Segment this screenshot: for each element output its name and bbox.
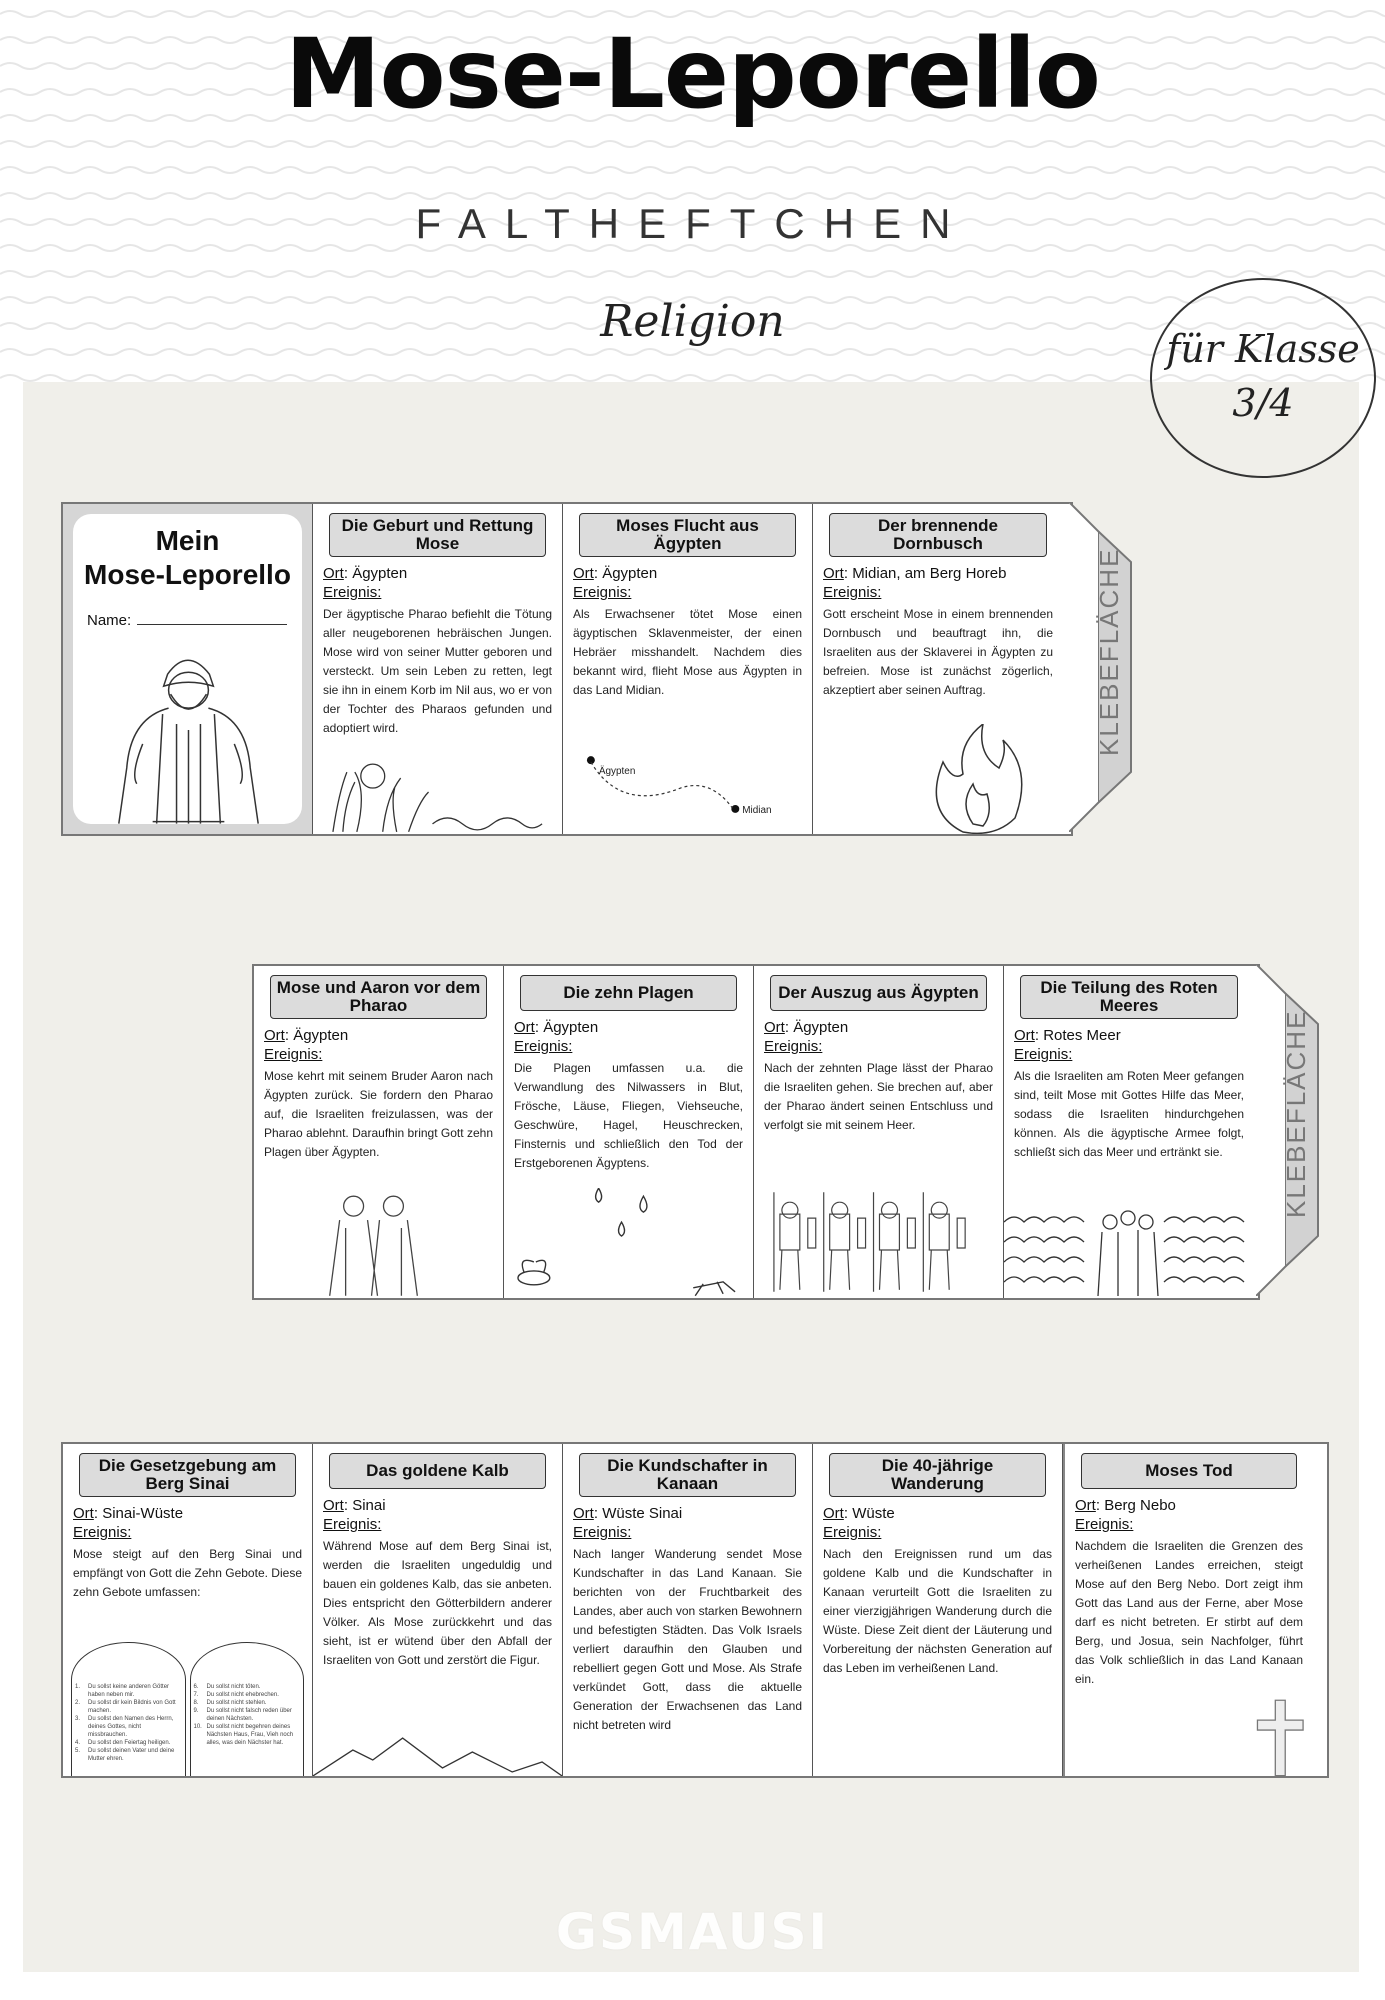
commandment-number: 2. <box>75 1700 81 1706</box>
commandment-item <box>194 1699 301 1707</box>
commandment-text: Du sollst nicht ehebrechen. <box>206 1692 279 1698</box>
ort-line: Ort: Ägypten <box>764 1019 849 1036</box>
card-meer <box>1004 966 1254 1298</box>
ort-value: Wüste <box>852 1505 895 1522</box>
mountains-drawing <box>313 1736 562 1776</box>
commandment-number: 10. <box>193 1724 202 1730</box>
moses-aaron-drawing <box>254 1188 503 1298</box>
ereignis-label: Ereignis: <box>1014 1046 1073 1063</box>
name-line <box>137 624 287 625</box>
soldiers-drawing <box>754 1188 1003 1298</box>
commandment-item <box>75 1683 182 1699</box>
commandment-number: 9. <box>193 1708 199 1714</box>
route-map <box>563 754 812 834</box>
commandment-text: Du sollst nicht begehren deines Nächsten Haus, Frau, Vieh noch alles, was dein Nächster hat. <box>206 1724 294 1746</box>
page-subtitle: FALTHEFTCHEN <box>415 200 970 247</box>
grade-badge <box>1150 278 1376 478</box>
commandment-item <box>75 1699 182 1715</box>
ort-line: Ort: Ägypten <box>573 565 658 582</box>
ereignis-text: Als Erwachsener tötet Mose einen ägyptischen Sklavenmeister, der einen Hebräer misshandelt. Nachdem dies bekannt wird, flieht Mose aus Ägypten in das Land Midian. <box>573 607 802 697</box>
commandment-number: 1. <box>75 1684 81 1690</box>
commandment-number: 7. <box>193 1692 199 1698</box>
ereignis-text: Gott erscheint Mose in einem brennenden Dornbusch und beauftragt ihn, die Israeliten aus der Sklaverei in Ägypten zu befreien. Mose ist zunächst zögerlich, akzeptiert aber seinen Auftrag. <box>823 607 1053 697</box>
ort-value: Rotes Meer <box>1043 1027 1121 1044</box>
ort-label: Ort <box>823 1505 844 1522</box>
card-title: Moses Flucht aus Ägypten <box>579 513 796 557</box>
commandment-item <box>75 1715 182 1739</box>
commandment-item <box>75 1739 182 1747</box>
cover-title-line1: Mein <box>155 525 220 556</box>
ort-line: Ort: Ägypten <box>323 565 408 582</box>
ereignis-label: Ereignis: <box>323 1516 382 1533</box>
card-title: Der brennende Dornbusch <box>829 513 1047 557</box>
map-label-start: Ägypten <box>598 766 636 778</box>
card-tod <box>1063 1444 1313 1776</box>
card-geburt <box>313 504 563 834</box>
commandment-number: 8. <box>193 1700 199 1706</box>
cover-name-label: Name: <box>87 612 132 629</box>
ereignis-text: Nach der zehnten Plage lässt der Pharao die Israeliten gehen. Sie brechen auf, aber der Pharao ändert seinen Entschluss und verfolgt sie mit seinem Heer. <box>764 1061 993 1132</box>
card-title: Mose und Aaron vor dem Pharao <box>270 975 487 1019</box>
ereignis-label: Ereignis: <box>514 1038 573 1055</box>
ort-line: Ort: Midian, am Berg Horeb <box>823 565 1007 582</box>
commandment-item <box>194 1691 301 1699</box>
card-dornbusch <box>813 504 1063 834</box>
ereignis-text: Während Mose auf dem Berg Sinai ist, werden die Israeliten ungeduldig und bauen ein goldenes Kalb, das sie anbeten. Dies entspricht den Götterbildern anderer Völker. Als Mose zurückkehrt und das sieht, ist er wütend über den Abfall der Israeliten von Gott und zerstört die Figur. <box>323 1539 552 1667</box>
ort-label: Ort <box>514 1019 535 1036</box>
ort-label: Ort <box>573 1505 594 1522</box>
cross-icon <box>1065 1696 1313 1776</box>
card-kundschafter <box>563 1444 813 1776</box>
ort-label: Ort <box>323 1497 344 1514</box>
commandment-number: 5. <box>75 1748 81 1754</box>
ereignis-text: Nach langer Wanderung sendet Mose Kundschafter in das Land Kanaan. Sie berichten von der Fruchtbarkeit des Landes, aber auch von starken Bewohnern und befestigten Städten. Das Volk Israels verliert daraufhin den Glauben und rebelliert gegen Gott und Mose. Als Strafe verkündet Gott, dass die aktuelle Generation der Erwachsenen das Land nicht betreten wird <box>573 1547 802 1732</box>
commandment-item <box>194 1707 301 1723</box>
subject-label: Religion <box>600 296 785 347</box>
cover-page <box>63 504 313 834</box>
ort-value: Midian, am Berg Horeb <box>852 565 1007 582</box>
ereignis-text: Mose steigt auf den Berg Sinai und empfängt von Gott die Zehn Gebote. Diese zehn Gebote umfassen: <box>73 1547 302 1599</box>
commandment-item <box>194 1723 301 1747</box>
ort-value: Sinai <box>352 1497 386 1514</box>
card-title: Die Teilung des Roten Meeres <box>1020 975 1238 1019</box>
cover-inner <box>73 514 302 824</box>
ort-value: Ägypten <box>293 1027 349 1044</box>
cover-title-line2: Mose-Leporello <box>84 559 291 590</box>
ereignis-label: Ereignis: <box>764 1038 823 1055</box>
ereignis-text: Der ägyptische Pharao befiehlt die Tötung aller neugeborenen hebräischen Jungen. Mose wird von seiner Mutter geboren und versteckt. Um sein Leben zu retten, legt sie ihn in einem Korb im Nil aus, wo er von der Tochter des Pharaos gefunden und adoptiert wird. <box>323 607 552 735</box>
ort-line: Ort: Wüste <box>823 1505 895 1522</box>
ereignis-label: Ereignis: <box>823 1524 882 1541</box>
ort-line: Ort: Wüste Sinai <box>573 1505 683 1522</box>
ereignis-text: Als die Israeliten am Roten Meer gefangen sind, teilt Mose mit Gottes Hilfe das Meer, sodass die Israeliten hindurchgehen können. Als die ägyptische Armee folgt, schließt sich das Meer und ertränkt sie. <box>1014 1069 1244 1159</box>
commandment-text: Du sollst den Feiertag heiligen. <box>88 1740 171 1746</box>
card-title: Die 40-jährige Wanderung <box>829 1453 1046 1497</box>
ort-label: Ort <box>823 565 844 582</box>
ort-value: Ägypten <box>543 1019 599 1036</box>
card-flucht <box>563 504 813 834</box>
commandment-text: Du sollst dir kein Bildnis von Gott machen. <box>88 1700 176 1714</box>
commandment-text: Du sollst deinen Vater und deine Mutter ehren. <box>88 1748 175 1762</box>
commandment-number: 6. <box>193 1684 199 1690</box>
klebeflaeche-label-1: KLEBEFLÄCHE <box>1094 547 1124 756</box>
card-title: Moses Tod <box>1081 1453 1297 1489</box>
commandment-text: Du sollst nicht töten. <box>206 1684 261 1690</box>
card-title: Die Kundschafter in Kanaan <box>579 1453 796 1497</box>
parted-sea-drawing <box>1004 1208 1254 1298</box>
ort-label: Ort <box>323 565 344 582</box>
card-title: Die zehn Plagen <box>520 975 737 1011</box>
ort-label: Ort <box>1075 1497 1096 1514</box>
ereignis-text: Nach den Ereignissen rund um das goldene Kalb und die Kundschafter in Kanaan verurteilt Gott die Israeliten zu einer vierzigjährigen Wanderung durch die Wüste. Diese Zeit dient der Läuterung und Vorbereitung der nächsten Generation auf das Leben im verheißenen Land. <box>823 1547 1052 1675</box>
card-wanderung <box>813 1444 1063 1776</box>
ereignis-label: Ereignis: <box>264 1046 323 1063</box>
ereignis-label: Ereignis: <box>323 584 382 601</box>
tablet-left <box>71 1642 186 1776</box>
commandment-text: Du sollst keine anderen Götter haben neben mir. <box>88 1684 170 1698</box>
card-plagen <box>504 966 754 1298</box>
ort-value: Berg Nebo <box>1104 1497 1176 1514</box>
basket-reeds-drawing <box>313 754 562 834</box>
card-sinai <box>63 1444 313 1776</box>
ort-label: Ort <box>764 1019 785 1036</box>
ereignis-text: Nachdem die Israeliten die Grenzen des verheißenen Landes erreichen, steigt Mose auf den Berg Nebo. Dort zeigt ihm Gott das Land aus der Ferne, aber Mose darf es nicht betreten. Er stirbt auf dem Berg, und Josua, sein Nachfolger, führt das Volk schließlich in das Land Kanaan ein. <box>1075 1539 1303 1686</box>
plagues-drawing <box>504 1188 753 1298</box>
ereignis-text: Die Plagen umfassen u.a. die Verwandlung des Nilwassers in Blut, Frösche, Läuse, Fliegen, Viehseuche, Geschwüre, Hagel, Heuschrecken, Finsternis und schließlich den Tod der Erstgeborenen Ägyptens. <box>514 1061 743 1170</box>
ort-label: Ort <box>264 1027 285 1044</box>
card-kalb <box>313 1444 563 1776</box>
ereignis-label: Ereignis: <box>1075 1516 1134 1533</box>
leporello-strip-2 <box>252 964 1260 1300</box>
ort-line: Ort: Ägypten <box>514 1019 599 1036</box>
ort-value: Wüste Sinai <box>602 1505 683 1522</box>
map-label-end: Midian <box>742 804 772 816</box>
ort-line: Ort: Sinai <box>323 1497 386 1514</box>
ort-line: Ort: Ägypten <box>264 1027 349 1044</box>
klebeflaeche-label-2: KLEBEFLÄCHE <box>1281 1009 1311 1218</box>
moses-figure-drawing <box>73 634 302 824</box>
ort-value: Ägypten <box>352 565 408 582</box>
ereignis-label: Ereignis: <box>573 1524 632 1541</box>
commandment-text: Du sollst nicht stehlen. <box>206 1700 267 1706</box>
ereignis-label: Ereignis: <box>73 1524 132 1541</box>
commandment-item <box>194 1683 301 1691</box>
commandment-text: Du sollst nicht falsch reden über deinen Nächsten. <box>206 1708 292 1722</box>
card-title: Die Gesetzgebung am Berg Sinai <box>79 1453 296 1497</box>
card-title: Die Geburt und Rettung Mose <box>329 513 546 557</box>
card-title: Das goldene Kalb <box>329 1453 546 1489</box>
ort-line: Ort: Berg Nebo <box>1075 1497 1176 1514</box>
commandment-number: 4. <box>75 1740 81 1746</box>
ort-line: Ort: Sinai-Wüste <box>73 1505 184 1522</box>
leporello-strip-3 <box>61 1442 1329 1778</box>
commandment-number: 3. <box>75 1716 81 1722</box>
ereignis-label: Ereignis: <box>573 584 632 601</box>
grade-badge-line2: 3/4 <box>1232 381 1294 425</box>
ereignis-text: Mose kehrt mit seinem Bruder Aaron nach Ägypten zurück. Sie fordern den Pharao auf, die Israeliten freizulassen, was der Pharao ablehnt. Daraufhin bringt Gott zehn Plagen über Ägypten. <box>264 1069 493 1159</box>
commandment-item <box>75 1747 182 1763</box>
ort-label: Ort <box>73 1505 94 1522</box>
commandment-tablets <box>71 1642 304 1776</box>
ort-value: Ägypten <box>793 1019 849 1036</box>
ort-value: Ägypten <box>602 565 658 582</box>
card-pharao <box>254 966 504 1298</box>
leporello-strip-1 <box>61 502 1073 836</box>
commandment-text: Du sollst den Namen des Herrn, deines Gottes, nicht missbrauchen. <box>88 1716 174 1738</box>
burning-bush-drawing <box>813 724 1063 834</box>
grade-badge-line1: für Klasse <box>1166 327 1360 371</box>
ort-label: Ort <box>1014 1027 1035 1044</box>
brand-logo: GSMAUSI <box>555 1903 830 1961</box>
ort-label: Ort <box>573 565 594 582</box>
card-auszug <box>754 966 1004 1298</box>
ort-line: Ort: Rotes Meer <box>1014 1027 1121 1044</box>
ereignis-label: Ereignis: <box>823 584 882 601</box>
ort-value: Sinai-Wüste <box>102 1505 184 1522</box>
tablet-right <box>190 1642 305 1776</box>
card-title: Der Auszug aus Ägypten <box>770 975 987 1011</box>
cover-name-field <box>87 612 296 629</box>
page-title: Mose-Leporello <box>285 18 1100 130</box>
cover-title <box>79 524 296 592</box>
